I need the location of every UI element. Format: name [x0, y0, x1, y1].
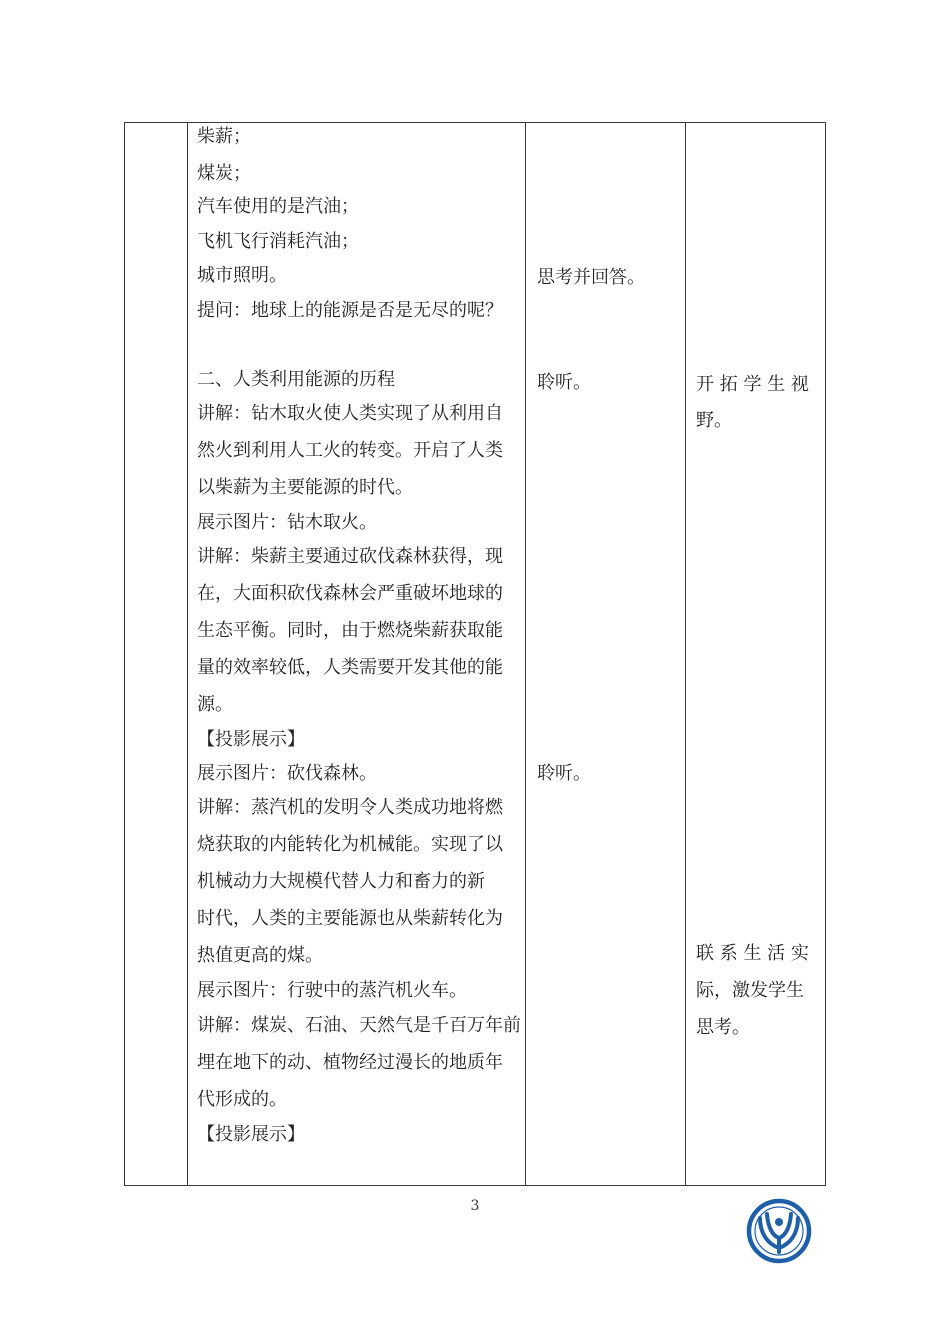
teacher-activity-line: 煤炭；	[197, 163, 251, 184]
design-intent-line: 开 拓 学 生 视	[696, 374, 809, 395]
teacher-activity-line: 提问：地球上的能源是否是无尽的呢？	[197, 300, 503, 321]
student-activity-line: 聆听。	[537, 763, 591, 784]
teacher-activity-line: 时代，人类的主要能源也从柴薪转化为	[197, 908, 503, 929]
teacher-activity-line: 讲解：柴薪主要通过砍伐森林获得，现	[197, 546, 503, 567]
teacher-activity-line: 讲解：煤炭、石油、天然气是千百万年前	[197, 1015, 521, 1036]
teacher-activity-line: 在，大面积砍伐森林会严重破坏地球的	[197, 583, 503, 604]
teacher-activity-line: 展示图片：行驶中的蒸汽机火车。	[197, 980, 467, 1001]
teacher-activity-line: 热值更高的煤。	[197, 945, 323, 966]
projection-label: 【投影展示】	[197, 729, 305, 750]
teacher-activity-line: 柴薪；	[197, 126, 251, 147]
teacher-activity-line: 展示图片：砍伐森林。	[197, 763, 377, 784]
teacher-activity-line: 汽车使用的是汽油；	[197, 196, 359, 217]
teacher-activity-line: 讲解：蒸汽机的发明令人类成功地将燃	[197, 797, 503, 818]
table-column-divider	[187, 123, 188, 1185]
table-column-divider	[685, 123, 686, 1185]
teacher-activity-line: 机械动力大规模代替人力和畜力的新	[197, 871, 485, 892]
design-intent-line: 野。	[696, 410, 732, 431]
teacher-activity-line: 代形成的。	[197, 1089, 287, 1110]
projection-label: 【投影展示】	[197, 1124, 305, 1145]
teacher-activity-line: 源。	[197, 694, 233, 715]
table-column-divider	[525, 123, 526, 1185]
teacher-activity-line: 展示图片：钻木取火。	[197, 512, 377, 533]
design-intent-line: 际，激发学生	[696, 980, 804, 1001]
teacher-activity-line: 埋在地下的动、植物经过漫长的地质年	[197, 1052, 503, 1073]
design-intent-line: 联 系 生 活 实	[696, 943, 809, 964]
school-emblem-icon	[746, 1198, 812, 1264]
teacher-activity-line: 烧获取的内能转化为机械能。实现了以	[197, 834, 503, 855]
teacher-activity-line: 飞机飞行消耗汽油；	[197, 231, 359, 252]
design-intent-line: 思考。	[696, 1017, 750, 1038]
section-heading: 二、人类利用能源的历程	[197, 369, 395, 390]
teacher-activity-line: 然火到利用人工火的转变。开启了人类	[197, 440, 503, 461]
teacher-activity-line: 量的效率较低，人类需要开发其他的能	[197, 657, 503, 678]
page-number: 3	[470, 1198, 480, 1214]
teacher-activity-line: 讲解：钻木取火使人类实现了从利用自	[197, 403, 503, 424]
teacher-activity-line: 城市照明。	[197, 265, 287, 286]
student-activity-line: 聆听。	[537, 372, 591, 393]
lesson-plan-table	[124, 122, 826, 1186]
teacher-activity-line: 以柴薪为主要能源的时代。	[197, 477, 413, 498]
teacher-activity-line: 生态平衡。同时，由于燃烧柴薪获取能	[197, 620, 503, 641]
student-activity-line: 思考并回答。	[537, 267, 645, 288]
